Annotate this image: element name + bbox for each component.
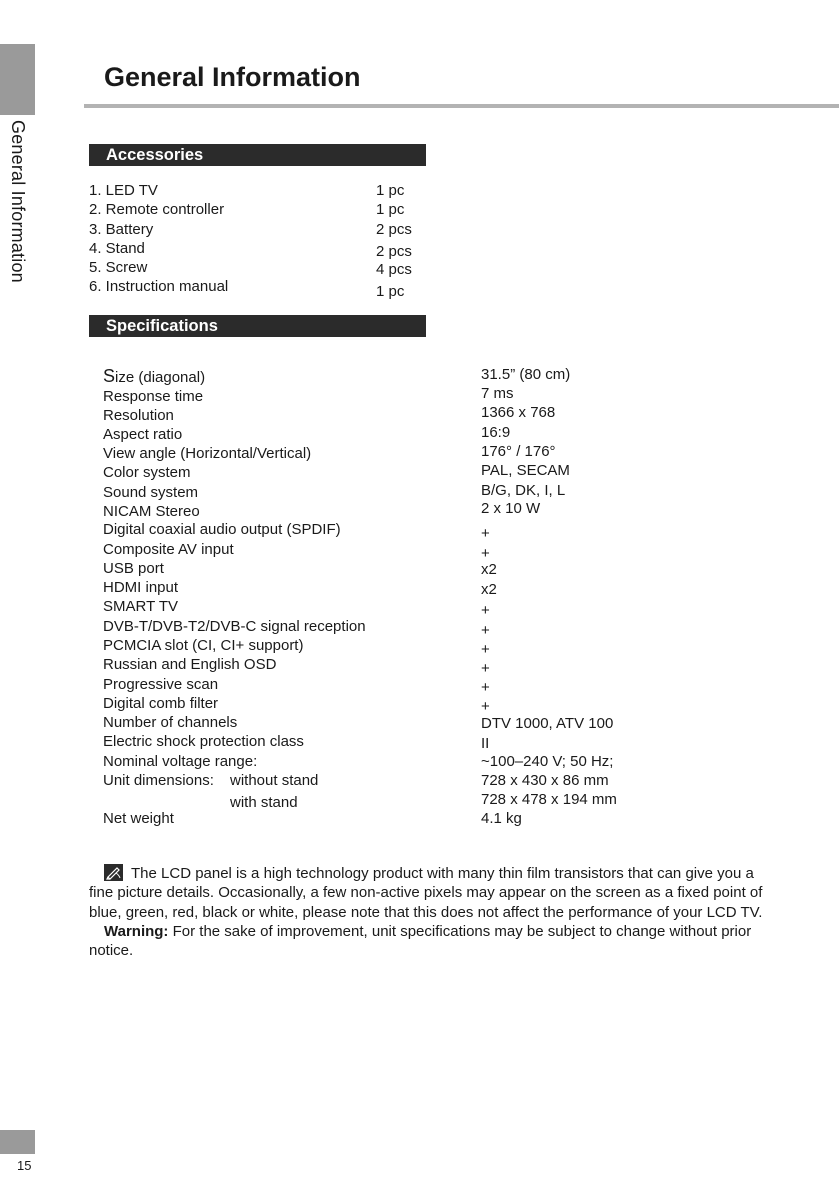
spec-value: 2 x 10 W <box>481 500 541 517</box>
table-row <box>0 579 839 598</box>
spec-sublabel: with stand <box>230 794 298 811</box>
accessory-name: 1. LED TV <box>89 182 158 199</box>
table-row <box>0 714 839 733</box>
spec-label: USB port <box>103 560 164 577</box>
note-pen-icon <box>104 864 123 881</box>
spec-value: + <box>481 602 490 619</box>
spec-label: Progressive scan <box>103 676 219 693</box>
spec-value: 31.5” (80 cm) <box>481 366 571 383</box>
spec-value: 1366 x 768 <box>481 404 556 421</box>
spec-label: DVB-T/DVB-T2/DVB-C signal reception <box>103 618 366 635</box>
spec-label: Response time <box>103 388 204 405</box>
accessories-heading: Accessories <box>89 144 426 166</box>
note-block <box>89 864 769 960</box>
spec-sublabel: without stand <box>230 772 319 789</box>
accessory-qty: 1 pc <box>376 182 405 199</box>
table-row <box>0 733 839 752</box>
spec-label <box>103 366 205 387</box>
accessory-qty: 1 pc <box>376 201 405 218</box>
accessory-name: 6. Instruction manual <box>89 278 229 295</box>
page-tab-marker <box>0 1130 35 1154</box>
spec-value: + <box>481 525 490 542</box>
accessory-name: 2. Remote controller <box>89 201 225 218</box>
list-item <box>0 259 839 279</box>
table-row <box>0 500 839 522</box>
table-row <box>0 791 839 810</box>
table-row <box>0 426 839 445</box>
spec-value: + <box>481 660 490 677</box>
table-row <box>0 541 839 560</box>
accessory-qty: 2 pcs <box>376 221 412 238</box>
table-row <box>0 695 839 714</box>
accessory-name: 5. Screw <box>89 259 148 276</box>
warning-paragraph <box>89 922 769 961</box>
spec-label: Sound system <box>103 484 199 501</box>
spec-value: x2 <box>481 581 497 598</box>
spec-value: + <box>481 698 490 715</box>
accessory-qty: 1 pc <box>376 283 405 300</box>
warning-text: For the sake of improvement, unit specifications may be subject to change without prior notice. <box>89 922 752 960</box>
table-row <box>0 772 839 791</box>
table-row <box>0 464 839 483</box>
table-row <box>0 676 839 695</box>
note-text: The LCD panel is a high technology product with many thin film transistors that can give you a fine picture details. Occasionally, a few non-active pixels may appear on the screen as a fixed point of blue, green, red, black or white, please note that this does not affect the performance of your LCD TV. <box>89 865 763 921</box>
spec-label: Unit dimensions: <box>103 772 214 789</box>
spec-label: HDMI input <box>103 579 179 596</box>
spec-label: Number of channels <box>103 714 238 731</box>
warning-label: Warning: <box>104 922 169 940</box>
accessory-name: 4. Stand <box>89 240 145 257</box>
spec-value: 176° / 176° <box>481 443 556 460</box>
note-paragraph <box>89 864 769 922</box>
title-divider <box>84 104 839 108</box>
table-row <box>0 560 839 579</box>
table-row <box>0 618 839 637</box>
spec-label: Digital coaxial audio output (SPDIF) <box>103 521 341 538</box>
table-row <box>0 366 839 385</box>
spec-value: B/G, DK, I, L <box>481 482 566 499</box>
spec-value: 728 x 478 x 194 mm <box>481 791 617 808</box>
spec-label: Electric shock protection class <box>103 733 304 750</box>
table-row <box>0 810 839 829</box>
spec-value: 4.1 kg <box>481 810 522 827</box>
spec-value: + <box>481 679 490 696</box>
table-row <box>0 753 839 772</box>
spec-value: 16:9 <box>481 424 511 441</box>
table-row <box>0 404 839 426</box>
list-item <box>0 278 839 298</box>
list-item <box>0 182 839 202</box>
page-number: 15 <box>17 1158 32 1173</box>
table-row <box>0 521 839 540</box>
spec-label: NICAM Stereo <box>103 503 200 520</box>
specifications-heading: Specifications <box>89 315 426 337</box>
spec-label: Net weight <box>103 810 174 827</box>
list-item <box>0 221 839 241</box>
spec-label: Composite AV input <box>103 541 234 558</box>
spec-value: II <box>481 735 490 752</box>
spec-value: DTV 1000, ATV 100 <box>481 715 614 732</box>
table-row <box>0 598 839 617</box>
spec-label: Aspect ratio <box>103 426 183 443</box>
spec-value: + <box>481 545 490 562</box>
spec-label: Nominal voltage range: <box>103 753 258 770</box>
spec-label: Resolution <box>103 407 174 424</box>
table-row <box>0 656 839 675</box>
side-section-label: General Information <box>8 120 28 283</box>
accessory-qty: 4 pcs <box>376 261 412 278</box>
spec-label-rest: ize (diagonal) <box>115 369 206 386</box>
list-item <box>0 240 839 260</box>
spec-value: ~100–240 V; 50 Hz; <box>481 753 614 770</box>
spec-label: View angle (Horizontal/Vertical) <box>103 445 312 462</box>
spec-label-initial: S <box>103 366 116 386</box>
spec-value: 7 ms <box>481 385 514 402</box>
spec-label: Digital comb filter <box>103 695 219 712</box>
page-title: General Information <box>104 62 361 92</box>
table-row <box>0 484 839 503</box>
spec-value: + <box>481 641 490 658</box>
spec-value: 728 x 430 x 86 mm <box>481 772 609 789</box>
spec-value: x2 <box>481 561 497 578</box>
table-row <box>0 385 839 407</box>
spec-label: Color system <box>103 464 191 481</box>
spec-value: + <box>481 622 490 639</box>
accessory-qty: 2 pcs <box>376 243 412 260</box>
list-item <box>0 201 839 221</box>
spec-value: PAL, SECAM <box>481 462 570 479</box>
side-tab-marker <box>0 44 35 115</box>
table-row <box>0 445 839 464</box>
spec-label: Russian and English OSD <box>103 656 277 673</box>
table-row <box>0 637 839 656</box>
accessory-name: 3. Battery <box>89 221 154 238</box>
spec-label: SMART TV <box>103 598 179 615</box>
spec-label: PCMCIA slot (CI, CI+ support) <box>103 637 304 654</box>
